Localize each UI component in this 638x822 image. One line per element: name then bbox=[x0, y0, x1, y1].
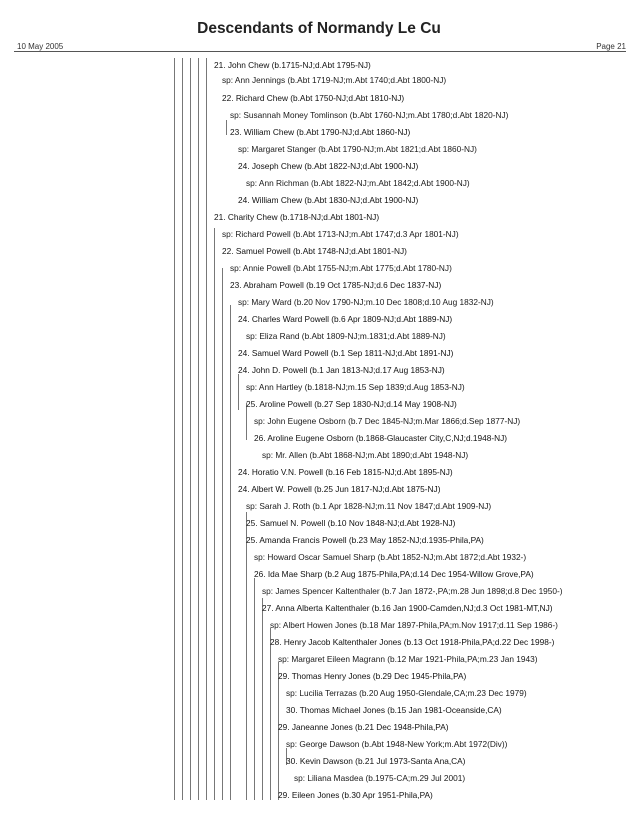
descendant-entry: 25. Aroline Powell (b.27 Sep 1830-NJ;d.14 May 1908-NJ) bbox=[246, 399, 457, 409]
tree-connector-line bbox=[246, 512, 247, 800]
tree-connector-line bbox=[230, 305, 231, 800]
spouse-entry: sp: Richard Powell (b.Abt 1713-NJ;m.Abt 1747;d.3 Apr 1801-NJ) bbox=[222, 229, 459, 239]
descendant-entry: 24. William Chew (b.Abt 1830-NJ;d.Abt 1900-NJ) bbox=[238, 195, 419, 205]
header-divider bbox=[14, 51, 626, 52]
descendant-entry: 24. Joseph Chew (b.Abt 1822-NJ;d.Abt 1900-NJ) bbox=[238, 161, 419, 171]
page-number: Page 21 bbox=[596, 42, 626, 51]
tree-connector-line bbox=[214, 228, 215, 800]
spouse-entry: sp: Margaret Eileen Magrann (b.12 Mar 1921-Phila,PA;m.23 Jan 1943) bbox=[278, 654, 538, 664]
tree-connector-line bbox=[182, 58, 183, 800]
descendant-entry: 29. Thomas Henry Jones (b.29 Dec 1945-Phila,PA) bbox=[278, 671, 467, 681]
descendant-entry: 22. Richard Chew (b.Abt 1750-NJ;d.Abt 1810-NJ) bbox=[222, 93, 405, 103]
spouse-entry: sp: Mr. Allen (b.Abt 1868-NJ;m.Abt 1890;d.Abt 1948-NJ) bbox=[262, 450, 469, 460]
descendant-entry: 29. Eileen Jones (b.30 Apr 1951-Phila,PA) bbox=[278, 790, 433, 800]
descendant-entry: 30. Kevin Dawson (b.21 Jul 1973-Santa Ana,CA) bbox=[286, 756, 466, 766]
descendant-entry: 26. Aroline Eugene Osborn (b.1868-Glaucaster City,C,NJ;d.1948-NJ) bbox=[254, 433, 508, 443]
spouse-entry: sp: Ann Richman (b.Abt 1822-NJ;m.Abt 1842;d.Abt 1900-NJ) bbox=[246, 178, 470, 188]
descendant-entry: 22. Samuel Powell (b.Abt 1748-NJ;d.Abt 1801-NJ) bbox=[222, 246, 407, 256]
descendant-entry: 24. Charles Ward Powell (b.6 Apr 1809-NJ;d.Abt 1889-NJ) bbox=[238, 314, 453, 324]
tree-connector-line bbox=[190, 58, 191, 800]
descendant-entry: 21. Charity Chew (b.1718-NJ;d.Abt 1801-NJ) bbox=[214, 212, 380, 222]
descendant-entry: 23. William Chew (b.Abt 1790-NJ;d.Abt 1860-NJ) bbox=[230, 127, 411, 137]
descendant-entry: 23. Abraham Powell (b.19 Oct 1785-NJ;d.6 Dec 1837-NJ) bbox=[230, 280, 442, 290]
spouse-entry: sp: Margaret Stanger (b.Abt 1790-NJ;m.Abt 1821;d.Abt 1860-NJ) bbox=[238, 144, 477, 154]
tree-connector-line bbox=[206, 58, 207, 800]
spouse-entry: sp: John Eugene Osborn (b.7 Dec 1845-NJ;m.Mar 1866;d.Sep 1877-NJ) bbox=[254, 416, 521, 426]
descendant-entry: 24. Samuel Ward Powell (b.1 Sep 1811-NJ;d.Abt 1891-NJ) bbox=[238, 348, 454, 358]
spouse-entry: sp: George Dawson (b.Abt 1948-New York;m.Abt 1972(Div)) bbox=[286, 739, 508, 749]
tree-connector-line bbox=[238, 374, 239, 410]
descendant-entry: 30. Thomas Michael Jones (b.15 Jan 1981-Oceanside,CA) bbox=[286, 705, 502, 715]
spouse-entry: sp: Mary Ward (b.20 Nov 1790-NJ;m.10 Dec 1808;d.10 Aug 1832-NJ) bbox=[238, 297, 494, 307]
spouse-entry: sp: Eliza Rand (b.Abt 1809-NJ;m.1831;d.Abt 1889-NJ) bbox=[246, 331, 446, 341]
spouse-entry: sp: Ann Hartley (b.1818-NJ;m.15 Sep 1839;d.Aug 1853-NJ) bbox=[246, 382, 465, 392]
descendant-entry: 21. John Chew (b.1715-NJ;d.Abt 1795-NJ) bbox=[214, 60, 371, 70]
descendant-entry: 24. John D. Powell (b.1 Jan 1813-NJ;d.17 Aug 1853-NJ) bbox=[238, 365, 445, 375]
tree-connector-line bbox=[222, 268, 223, 800]
tree-connector-line bbox=[226, 120, 227, 135]
tree-connector-line bbox=[174, 58, 175, 800]
spouse-entry: sp: Annie Powell (b.Abt 1755-NJ;m.Abt 1775;d.Abt 1780-NJ) bbox=[230, 263, 452, 273]
descendant-entry: 29. Janeanne Jones (b.21 Dec 1948-Phila,PA) bbox=[278, 722, 449, 732]
tree-connector-line bbox=[270, 628, 271, 800]
tree-connector-line bbox=[262, 598, 263, 800]
spouse-entry: sp: Howard Oscar Samuel Sharp (b.Abt 1852-NJ;m.Abt 1872;d.Abt 1932-) bbox=[254, 552, 527, 562]
descendant-entry: 24. Albert W. Powell (b.25 Jun 1817-NJ;d.Abt 1875-NJ) bbox=[238, 484, 441, 494]
spouse-entry: sp: Susannah Money Tomlinson (b.Abt 1760-NJ;m.Abt 1780;d.Abt 1820-NJ) bbox=[230, 110, 509, 120]
spouse-entry: sp: James Spencer Kaltenthaler (b.7 Jan 1872-,PA;m.28 Jun 1898;d.8 Dec 1950-) bbox=[262, 586, 563, 596]
spouse-entry: sp: Lucilia Terrazas (b.20 Aug 1950-Glendale,CA;m.23 Dec 1979) bbox=[286, 688, 527, 698]
descendant-entry: 26. Ida Mae Sharp (b.2 Aug 1875-Phila,PA;d.14 Dec 1954-Willow Grove,PA) bbox=[254, 569, 534, 579]
descendant-entry: 27. Anna Alberta Kaltenthaler (b.16 Jan 1900-Camden,NJ;d.3 Oct 1981-MT,NJ) bbox=[262, 603, 553, 613]
descendant-entry: 25. Samuel N. Powell (b.10 Nov 1848-NJ;d.Abt 1928-NJ) bbox=[246, 518, 456, 528]
report-date: 10 May 2005 bbox=[17, 42, 64, 51]
descendant-entry: 28. Henry Jacob Kaltenthaler Jones (b.13 Oct 1918-Phila,PA;d.22 Dec 1998-) bbox=[270, 637, 555, 647]
spouse-entry: sp: Sarah J. Roth (b.1 Apr 1828-NJ;m.11 Nov 1847;d.Abt 1909-NJ) bbox=[246, 501, 492, 511]
spouse-entry: sp: Liliana Masdea (b.1975-CA;m.29 Jul 2001) bbox=[294, 773, 466, 783]
tree-connector-line bbox=[198, 58, 199, 800]
document-title: Descendants of Normandy Le Cu bbox=[197, 20, 441, 37]
descendant-entry: 24. Horatio V.N. Powell (b.16 Feb 1815-NJ;d.Abt 1895-NJ) bbox=[238, 467, 453, 477]
descendant-entry: 25. Amanda Francis Powell (b.23 May 1852-NJ;d.1935-Phila,PA) bbox=[246, 535, 484, 545]
spouse-entry: sp: Albert Howen Jones (b.18 Mar 1897-Phila,PA;m.Nov 1917;d.11 Sep 1986-) bbox=[270, 620, 558, 630]
tree-connector-line bbox=[254, 578, 255, 800]
spouse-entry: sp: Ann Jennings (b.Abt 1719-NJ;m.Abt 1740;d.Abt 1800-NJ) bbox=[222, 75, 447, 85]
